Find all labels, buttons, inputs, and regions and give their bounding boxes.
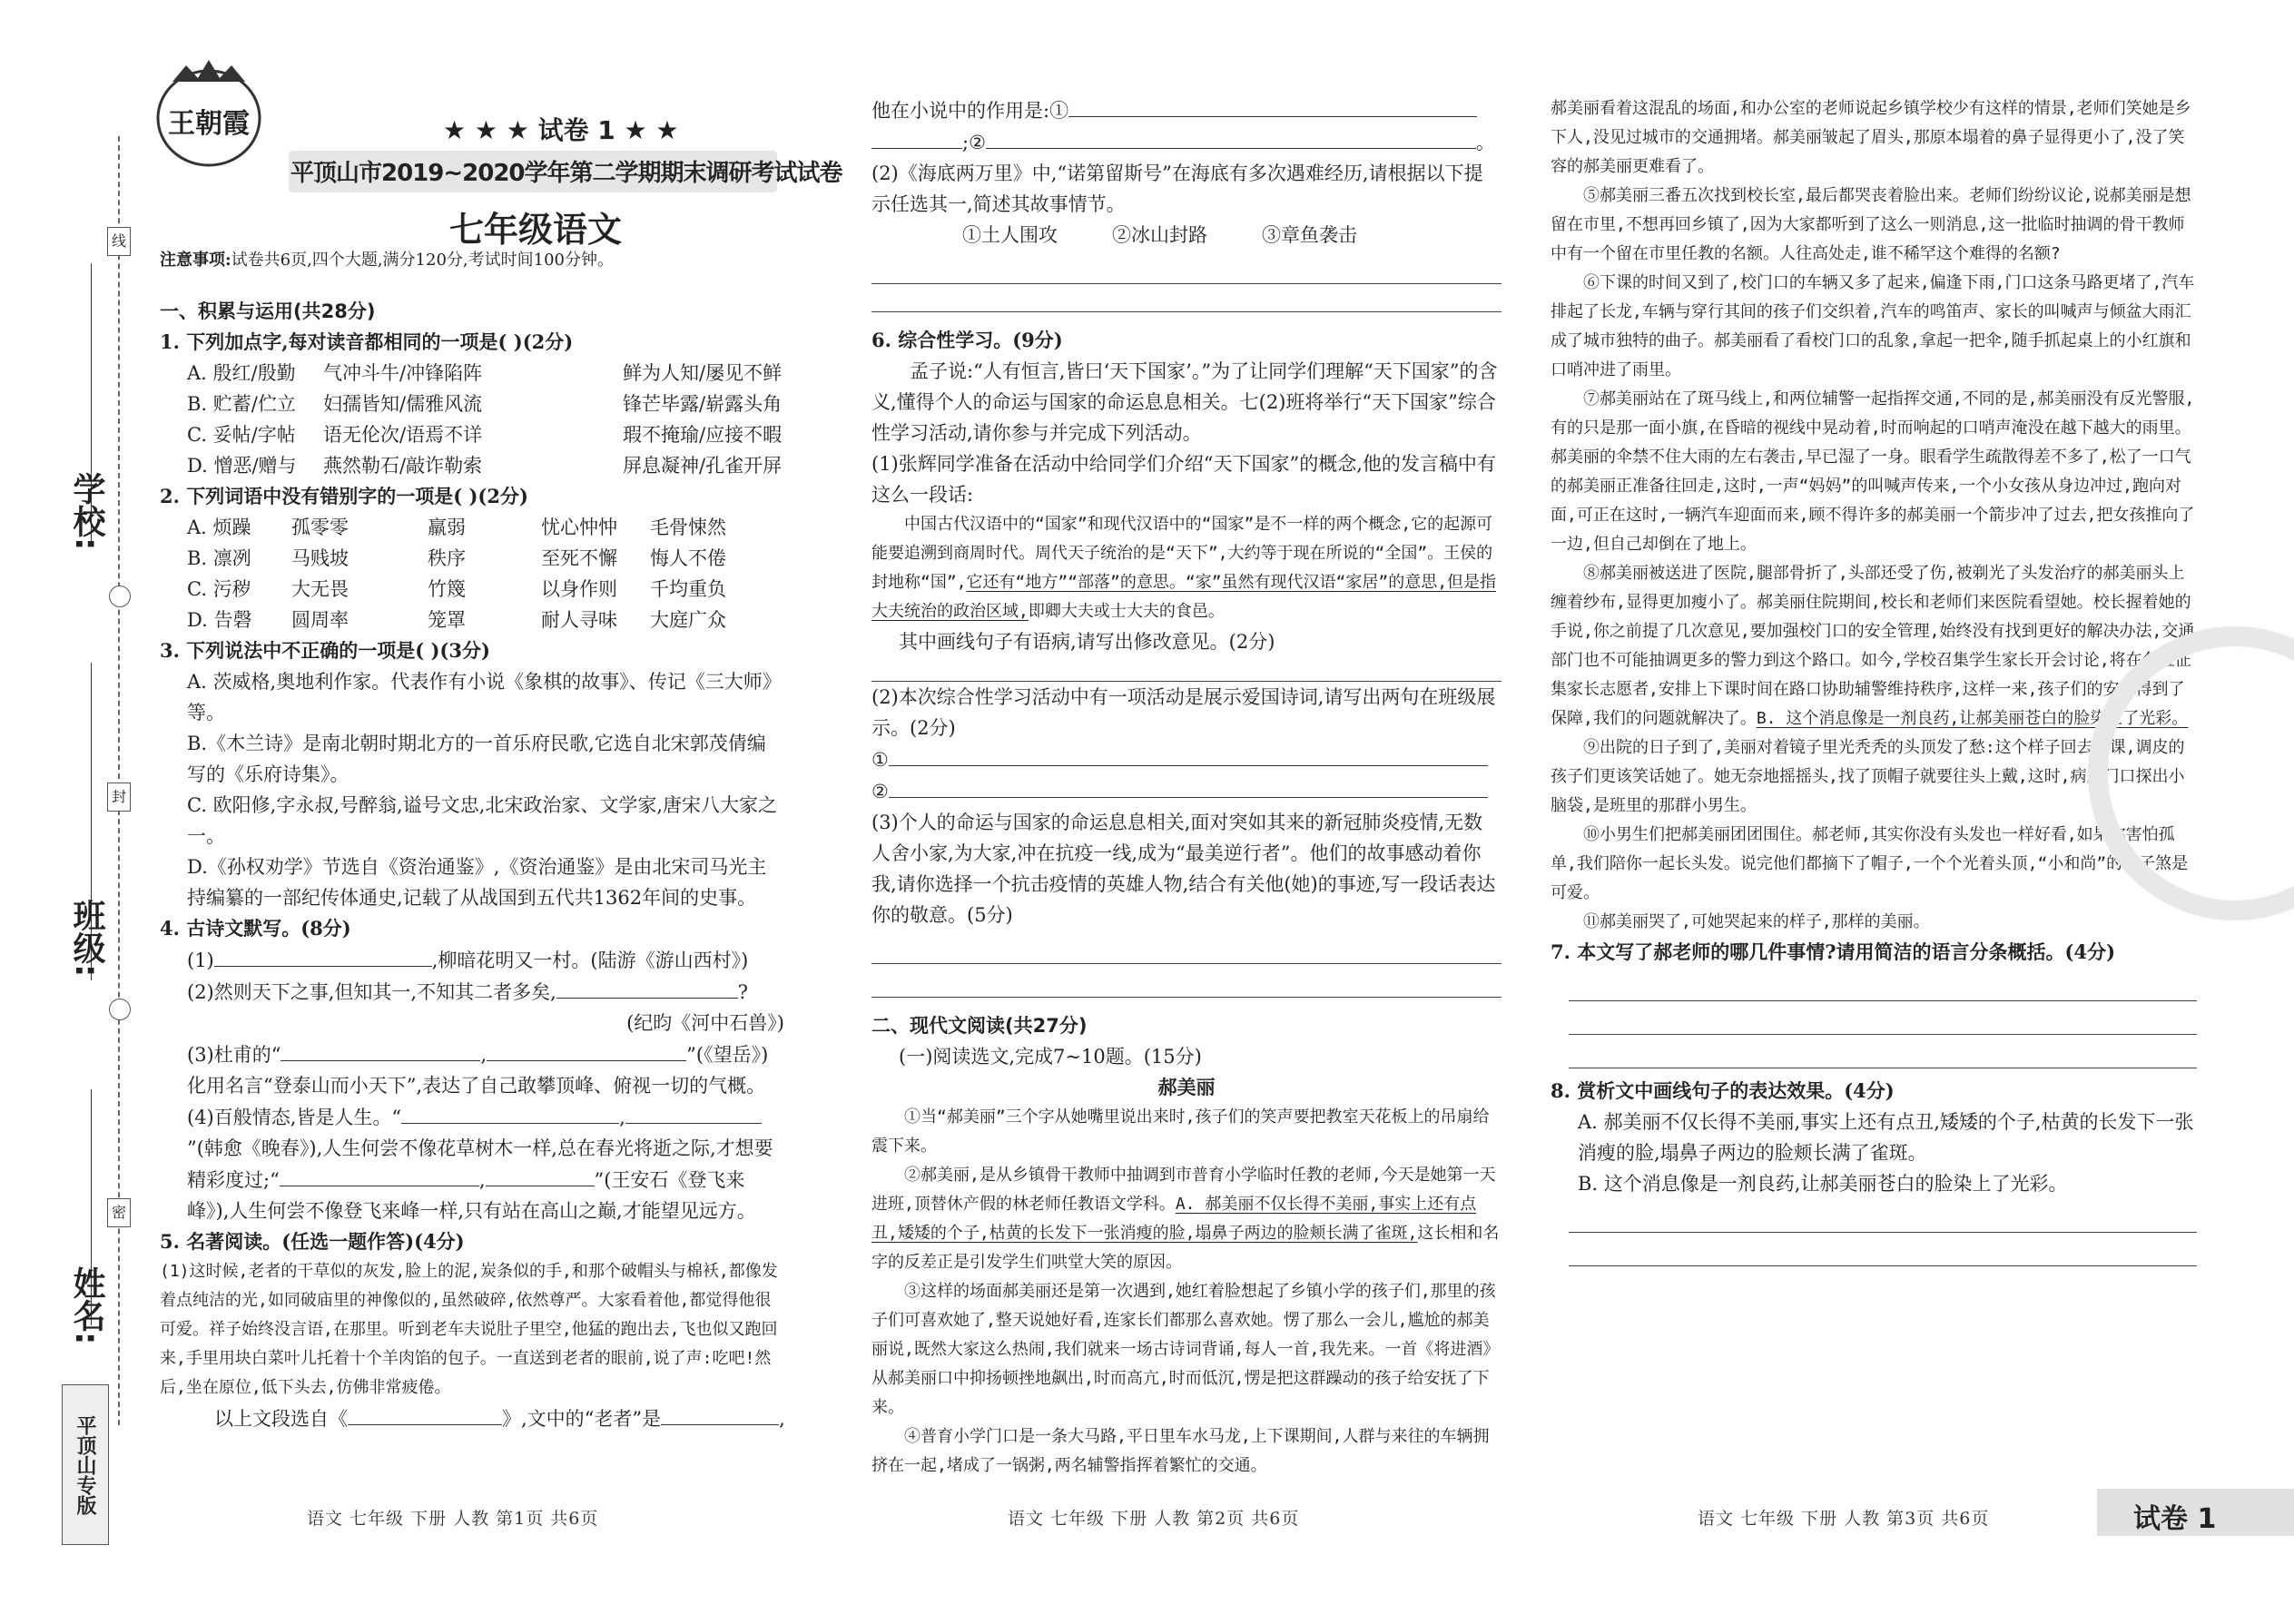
underlined-sentence-b: B. 这个消息像是一剂良药,让郝美丽苍白的脸染上了光彩。 (1756, 709, 2189, 728)
binding-tag-secret: 密 (107, 1198, 131, 1227)
answer-blank[interactable] (486, 1164, 595, 1186)
choice[interactable]: ②冰山封路 (1112, 224, 1207, 246)
choice[interactable]: ③章鱼袭击 (1262, 224, 1357, 246)
article-para: ⑨出院的日子到了,美丽对着镜子里光秃秃的头顶发了愁:这个样子回去上课,调皮的孩子们更该笑话她了。她无奈地摇摇头,找了顶帽子就要往头上戴,这时,病房门口探出小脑袋,是班里的那群小男生。 (1551, 738, 2185, 815)
underlined-sentence: 它还有“地方”“部落”的意思。“家”虽然有现代汉语“家居”的意思,但是指大夫统治的政治区域, (871, 573, 1497, 621)
question-6: 6. 综合性学习。(9分) (871, 329, 1063, 351)
cut-line (118, 136, 120, 1425)
article-para: 郝美丽看着这混乱的场面,和办公室的老师说起乡镇学校少有这样的情景,老师们笑她是乡下人,没见过城市的交通拥堵。郝美丽皱起了眉头,那原本塌着的鼻子显得更小了,没了笑容的郝美丽更难看了。 (1551, 99, 2191, 176)
notice-label: 注意事项: (160, 251, 231, 270)
option-row[interactable]: D. 憎恶/赠与 燕然勒石/敲诈勒索 屏息凝神/孔雀开屏 (187, 455, 783, 477)
answer-blank[interactable] (986, 126, 1476, 149)
answer-line[interactable] (1569, 1199, 2197, 1233)
footer-tag-text: 试卷 1 (2133, 1503, 2217, 1535)
q6-3: (3)个人的命运与国家的命运息息相关,面对突如其来的新冠肺炎疫情,无数人舍小家,为大家,冲在抗疫一线,成为“最美逆行者”。他们的故事感动着你我,请你选择一个抗击疫情的英雄人物,结合有关他(她)的事迹,写一段话表达你的敬意。(5分) (871, 812, 1496, 926)
binding-hole (109, 999, 131, 1020)
binding-tag-line: 线 (107, 227, 131, 256)
answer-line[interactable] (871, 284, 1501, 312)
school-label: 学校: (68, 472, 105, 551)
q5-role: 他在小说中的作用是:① (871, 94, 1501, 126)
name-label: 姓名: (68, 1266, 105, 1345)
binding-hole (109, 586, 131, 607)
footer-page-2: 语文 七年级 下册 人教 第2页 共6页 (1008, 1509, 1300, 1529)
article-para: ③这样的场面郝美丽还是第一次遇到,她红着脸想起了乡镇小学的孩子们,那里的孩子们可喜欢她了,整天说她好看,连家长们都那么喜欢她。愣了那么一会儿,尴尬的郝美丽说,既然大家这么热闹,我们就来一场古诗词背诵,每人一首,我先来。一首《将进酒》从郝美丽口中抑扬顿挫地飙出,时而高亢,时而低沉,愣是把这群躁动的孩子给安抚了下来。 (871, 1282, 1500, 1417)
article-para: ②郝美丽,是从乡镇骨干教师中抽调到市普育小学临时任教的老师,今天是她第一天进班,顶替休产假的林老师任教语文学科。A. 郝美丽不仅长得不美丽,事实上还有点丑,矮矮的个子,枯黄的长发下一张消瘦的脸,塌鼻子两边的脸颊长满了雀斑,这长相和名字的反差正是引发学生们哄堂大笑的原因。 (871, 1166, 1500, 1272)
edition-box: 平顶山专版 (62, 1384, 109, 1545)
q3-option-d[interactable]: D.《孙权劝学》节选自《资治通鉴》,《资治通鉴》是由北宋司马光主持编纂的一部纪传体通史,记载了从战国到五代共1362年间的史事。 (187, 856, 767, 909)
notice (160, 247, 614, 271)
footer-page-1: 语文 七年级 下册 人教 第1页 共6页 (307, 1509, 599, 1529)
answer-blank[interactable] (889, 775, 1488, 798)
answer-blank[interactable] (661, 1403, 779, 1425)
exam-title: 平顶山市2019~2020学年第二学期期末调研考试试卷 (290, 160, 842, 187)
answer-line[interactable] (1569, 1233, 2197, 1266)
answer-line[interactable] (871, 930, 1501, 964)
option-row[interactable]: B. 凛冽 马贱坡 秩序 至死不懈 悔人不倦 (187, 547, 726, 569)
q4-item-3: (3)杜甫的“ , ”(《望岳》)化用名言“登泰山而小天下”,表达了自己敢攀顶峰、俯视一切的气概。 (160, 1038, 784, 1101)
article-para: ⑪郝美丽哭了,可她哭起来的样子,那样的美丽。 (1583, 912, 1930, 931)
answer-blank[interactable] (401, 1101, 619, 1124)
answer-line[interactable] (871, 251, 1501, 284)
underlined-sentence-a: A. 郝美丽不仅长得不美丽,事实上还有点丑,矮矮的个子,枯黄的长发下一张消瘦的脸,塌鼻子两边的脸颊长满了雀斑, (871, 1195, 1477, 1243)
section-title: 一、积累与运用(共28分) (160, 300, 376, 322)
article-para: ⑥下课的时间又到了,校门口的车辆又多了起来,偏逢下雨,门口这条马路更堵了,汽车排起了长龙,车辆与穿行其间的孩子们交织着,汽车的鸣笛声、家长的叫喊声与倾盆大雨汇成了城市独特的曲子。郝美丽看了看校门口的乱象,拿起一把伞,随手抓起桌上的小红旗和口哨冲进了雨里。 (1551, 273, 2195, 379)
article-para: ⑦郝美丽站在了斑马线上,和两位辅警一起指挥交通,不同的是,郝美丽没有反光警服,有的只是那一面小旗,在昏暗的视线中晃动着,时而响起的口哨声淹没在越下越大的雨里。郝美丽的伞禁不住大雨的左右袭击,早已湿了一身。眼看学生疏散得差不多了,松了一口气的郝美丽正准备往回走,这时,一声“妈妈”的叫喊声传来,一个小女孩从身边冲过,跑向对面,可正在这时,一辆汽车迎面而来,顾不得许多的郝美丽一个箭步冲了过去,把女孩推向了一边,但自己却倒在了地上。 (1551, 389, 2195, 554)
binding-tag-seal: 封 (107, 782, 131, 812)
q8-a: A. 郝美丽不仅长得不美丽,事实上还有点丑,矮矮的个子,枯黄的长发下一张消瘦的脸,塌鼻子两边的脸颊长满了雀斑。 (1578, 1111, 2194, 1164)
choice[interactable]: ①土人围攻 (962, 224, 1058, 246)
q2-options (160, 512, 784, 635)
question-2: 2. 下列词语中没有错别字的一项是( )(2分) (160, 485, 528, 507)
column-3 (1551, 94, 2197, 1266)
q4-item-2-source: (纪昀《河中石兽》) (626, 1012, 784, 1034)
reading-intro: (一)阅读选文,完成7~10题。(15分) (899, 1046, 1202, 1068)
option-row[interactable]: B. 贮蓄/伫立 妇孺皆知/儒雅风流 锋芒毕露/崭露头角 (187, 393, 783, 415)
q5-role-2: ;② 。 (871, 126, 1501, 158)
section-title: 二、现代文阅读(共27分) (871, 1015, 1088, 1037)
q6-1: (1)张辉同学准备在活动中给同学们介绍“天下国家”的概念,他的发言稿中有这么一段话: (871, 453, 1496, 506)
answer-line[interactable] (1569, 1001, 2197, 1035)
option-row[interactable]: C. 妥帖/字帖 语无伦次/语焉不详 瑕不掩瑜/应接不暇 (187, 424, 783, 446)
article-para: ④普育小学门口是一条大马路,平日里车水马龙,上下课期间,人群与来往的车辆拥挤在一起,堵成了一锅粥,两名辅警指挥着繁忙的交通。 (871, 1427, 1490, 1475)
answer-blank[interactable] (625, 1101, 762, 1124)
logo-text: 王朝霞 (168, 108, 250, 140)
question-4: 4. 古诗文默写。(8分) (160, 917, 351, 940)
answer-blank[interactable] (280, 1164, 479, 1186)
answer-blank[interactable] (556, 976, 738, 999)
answer-blank[interactable] (487, 1038, 686, 1061)
q3-option-a[interactable]: A. 茨威格,奥地利作家。代表作有小说《象棋的故事》、传记《三大师》等。 (187, 671, 782, 723)
q3-option-c[interactable]: C. 欧阳修,字永叔,号醉翁,谥号文忠,北宋政治家、文学家,唐宋八大家之一。 (187, 794, 778, 847)
q6-1-ask: 其中画线句子有语病,请写出修改意见。(2分) (899, 631, 1275, 653)
q8-b: B. 这个消息像是一剂良药,让郝美丽苍白的脸染上了光彩。 (1578, 1173, 2068, 1195)
notice-text: 试卷共6页,四个大题,满分120分,考试时间100分钟。 (231, 251, 614, 270)
option-row[interactable]: C. 污秽 大无畏 竹篾 以身作则 千均重负 (187, 578, 726, 600)
q6-intro: 孟子说:“人有恒言,皆曰‘天下国家’。”为了让同学们理解“天下国家”的含义,懂得个人的命运与国家的命运息息相关。七(2)班将举行“天下国家”综合性学习活动,请你参与并完成下列活动。 (871, 360, 1498, 444)
question-5: 5. 名著阅读。(任选一题作答)(4分) (160, 1230, 465, 1253)
answer-blank[interactable] (281, 1038, 480, 1061)
question-1: 1. 下列加点字,每对读音都相同的一项是( )(2分) (160, 330, 574, 353)
q6-2: (2)本次综合性学习活动中有一项活动是展示爱国诗词,请写出两句在班级展示。(2分) (871, 686, 1496, 739)
paper-tag-text: 试卷 1 (537, 115, 615, 145)
option-row[interactable]: D. 告磬 圆周率 笼罩 耐人寻味 大庭广众 (187, 609, 726, 631)
option-row[interactable]: A. 殷红/殷勤 气冲斗牛/冲锋陷阵 鲜为人知/屡见不鲜 (187, 362, 783, 384)
q5-2-options (871, 220, 1501, 251)
answer-blank[interactable] (1068, 94, 1477, 117)
logo (145, 56, 272, 174)
article-para: ⑧郝美丽被送进了医院,腿部骨折了,头部还受了伤,被剃光了头发治疗的郝美丽头上缠着纱布,显得更加瘦小了。郝美丽住院期间,校长和老师们来医院看望她。校长握着她的手说,你之前提了几次意见,要加强校门口的安全管理,始终没有找到更好的解决办法,交通部门也不可能抽调更多的警力到这个路口。如今,学校召集学生家长开会讨论,将在各班征集家长志愿者,安排上下课时间在路口协助辅警维持秩序,这样一来,孩子们的安全得到了保障,我们的问题就解决了。B. 这个消息像是一剂良药,让郝美丽苍白的脸染上了光彩。 (1551, 564, 2195, 728)
q6-2-line-1: ① (871, 743, 1501, 775)
answer-line[interactable] (1569, 968, 2197, 1001)
q6-quote: 中国古代汉语中的“国家”和现代汉语中的“国家”是不一样的两个概念,它的起源可能要追溯到商周时代。周代天子统治的是“天下”,大约等于现在所说的“全国”。王侯的封地称“国”,它还有“地方”“部落”的意思。“家”虽然有现代汉语“家居”的意思,但是指大夫统治的政治区域,即卿大夫或士大夫的食邑。 (871, 515, 1497, 621)
article-title: 郝美丽 (1157, 1077, 1216, 1098)
q4-item-4: (4)百般情态,皆是人生。“ ,”(韩愈《晚春》),人生何尝不像花草树木一样,总在春光将逝之际,才想要精彩度过;“ , ”(王安石《登飞来峰》),人生何尝不像登飞来峰一样,只有站在高山之巅,才能望见远方。 (160, 1101, 784, 1226)
subject-title: 七年级语文 (448, 210, 622, 250)
answer-blank[interactable] (214, 944, 432, 967)
question-3: 3. 下列说法中不正确的一项是( )(3分) (160, 639, 490, 662)
paper-tag: ★ ★ ★ 试卷 1 ★ ★ (443, 115, 679, 145)
article-para: ⑩小男生们把郝美丽团团围住。郝老师,其实你没有头发也一样好看,如果你害怕孤单,我们陪你一起长头发。说完他们都摘下了帽子,一个个光着头顶,“小和尚”的样子煞是可爱。 (1551, 825, 2189, 902)
article-para: ①当“郝美丽”三个字从她嘴里说出来时,孩子们的笑声要把教室天花板上的吊扇给震下来。 (871, 1107, 1490, 1156)
question-7: 7. 本文写了郝老师的哪几件事情?请用简洁的语言分条概括。(4分) (1551, 940, 2116, 963)
answer-blank[interactable] (871, 126, 962, 149)
q5-ask: 以上文段选自《 》,文中的“老者”是 , (160, 1403, 784, 1434)
q4-item-2: (2)然则天下之事,但知其一,不知其二者多矣, ? (160, 976, 784, 1008)
q1-options (160, 358, 784, 481)
binding-margin (0, 0, 145, 1624)
class-label: 班级: (68, 899, 105, 978)
q6-2-line-2: ② (871, 775, 1501, 807)
q4-item-1: (1) ,柳暗花明又一村。(陆游《游山西村》) (160, 944, 784, 976)
answer-line[interactable] (871, 964, 1501, 998)
footer-page-3: 语文 七年级 下册 人教 第3页 共6页 (1698, 1509, 1990, 1529)
option-row[interactable]: A. 烦躁 孤零零 羸弱 忧心忡忡 毛骨悚然 (187, 517, 726, 538)
answer-blank[interactable] (889, 743, 1488, 766)
article-para: ⑤郝美丽三番五次找到校长室,最后都哭丧着脸出来。老师们纷纷议论,说郝美丽是想留在市里,不想再回乡镇了,因为大家都听到了这么一则消息,这一批临时抽调的骨干教师中有一个留在市里任教的名额。人往高处走,谁不稀罕这个难得的名额? (1551, 186, 2191, 263)
answer-line[interactable] (871, 657, 1501, 682)
question-8: 8. 赏析文中画线句子的表达效果。(4分) (1551, 1079, 1895, 1102)
answer-blank[interactable] (348, 1403, 502, 1425)
column-2 (871, 94, 1501, 1481)
q5-2: (2)《海底两万里》中,“诺第留斯号”在海底有多次遇难经历,请根据以下提示任选其一,简述其故事情节。 (871, 162, 1483, 215)
column-1 (160, 296, 784, 1434)
q3-option-b[interactable]: B.《木兰诗》是南北朝时期北方的一首乐府民歌,它选自北宋郭茂倩编写的《乐府诗集》。 (187, 733, 766, 785)
q5-passage: (1)这时候,老者的干草似的灰发,脸上的泥,炭条似的手,和那个破帽头与棉袄,都像发着点纯洁的光,如同破庙里的神像似的,虽然破碎,依然尊严。大家看着他,都觉得他很可爱。祥子始终没言语,在那里。听到老车夫说肚子里空,他猛的跑出去,飞也似又跑回来,手里用块白菜叶儿托着十个羊肉馅的包子。一直送到老者的眼前,说了声:吃吧!然后,坐在原位,低下头去,仿佛非常疲倦。 (160, 1262, 778, 1397)
answer-line[interactable] (1569, 1035, 2197, 1068)
